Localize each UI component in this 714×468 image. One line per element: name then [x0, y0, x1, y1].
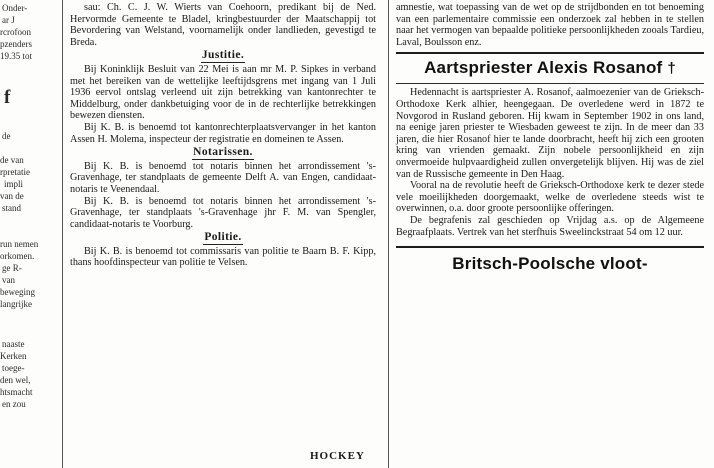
- paragraph: Bij K. B. is benoemd tot notaris binnen het arrondissement 's-Gravenhage, ter standplaats de gemeente Delft A. van Engen, candidaat-notaris te Veenendaal.: [70, 160, 376, 195]
- scrap-fragment: langrijke: [0, 299, 32, 309]
- scrap-fragment: f: [4, 87, 11, 108]
- horizontal-rule: [396, 52, 704, 54]
- scrap-fragment: Onder-: [2, 3, 28, 13]
- scrap-fragment: stand: [2, 203, 21, 213]
- paragraph: Bij K. B. is benoemd tot commissaris van politie te Baarn B. F. Kipp, thans hoofdinspecteur van politie te Velsen.: [70, 245, 376, 269]
- column-divider: [62, 0, 63, 468]
- paragraph: Bij K. B. is benoemd tot notaris binnen het arrondissement 's-Gravenhage, ter standplaats 's-Gravenhage jhr F. M. van Spengler, candidaat-notaris te Voorburg.: [70, 195, 376, 230]
- scrap-fragment: run nemen: [0, 239, 39, 249]
- paragraph: Bij Koninklijk Besluit van 22 Mei is aan mr M. P. Sipkes in verband met het bereiken van de wettelijke leeftijdsgrens met ingang van 1 Juli 1936 eervol ontslag verleend uit zijn betrekking van kantonrechter te Middelburg, onder dankbetuiging voor de in de rechterlijke betrekkingen bewezen diensten.: [70, 63, 376, 122]
- scrap-fragment: impli: [4, 179, 24, 189]
- horizontal-rule: [396, 83, 704, 84]
- scrap-fragment: rcrofoon: [0, 27, 31, 37]
- section-heading-hockey: HOCKEY: [310, 450, 365, 462]
- scrap-fragment: ge R-: [2, 263, 22, 273]
- scrap-fragment: den wel,: [0, 375, 31, 385]
- scrap-fragment: van: [2, 275, 15, 285]
- paragraph: Hedennacht is aartspriester A. Rosanof, aalmoezenier van de Grieksch-Orthodoxe Kerk alhier, heengegaan. De overledene werd in 1872 te Novgorod in Rusland geboren. Hij kwam in September 1902 in ons land, na eenige jaren priester te Wiesbaden geweest te zijn. In de meer dan 33 jaren, die hier Rosanof hier te lande doorbracht, heeft hij zich een grooten kring van vrienden gemaakt. Zijn nobele persoonlijkheid en zijn onvermoeide hulpvaardigheid zullen onvergetelijk blijven. Hij was de ziel van de Russische gemeente in Den Haag.: [396, 87, 704, 180]
- scrap-fragment: htsmacht: [0, 387, 33, 397]
- column-rosanof: [396, 0, 708, 278]
- paragraph: Vooral na de revolutie heeft de Grieksch-Orthodoxe kerk te dezer stede vele moeilijkheden doorgemaakt, welke de overledene steeds wist te overwinnen, o.a. door groote persoonlijke offeringen.: [396, 180, 704, 215]
- scrap-fragment: naaste: [2, 339, 25, 349]
- scrap-fragment: ar J: [2, 15, 15, 25]
- scrap-fragment: de: [2, 131, 11, 141]
- scrap-fragment: 19.35 tot: [0, 51, 33, 61]
- paragraph: De begrafenis zal geschieden op Vrijdag a.s. op de Algemeene Begraafplaats. Vertrek van het sterfhuis Sweelinckstraat 54 om 12 uur.: [396, 214, 704, 238]
- scrap-fragment: rpretatie: [0, 167, 30, 177]
- paragraph-top: amnestie, wat toepassing van de wet op de strijdbonden en tot benoeming van een parlementaire commissie een onderzoek zal hebben in te stellen naar het vermogen van bepaalde politieke persoonlijkheden zooals Tardieu, Laval, Boulsson enz.: [396, 2, 704, 48]
- scrap-fragment: van de: [0, 191, 24, 201]
- section-heading-politie: Politie.: [204, 231, 242, 244]
- section-heading-justitie: Justitie.: [201, 49, 245, 62]
- scrap-fragment: en zou: [2, 399, 26, 409]
- scrap-fragment: Kerken: [0, 351, 27, 361]
- scrap-fragment: de van: [0, 155, 24, 165]
- dagger-icon: †: [667, 60, 676, 78]
- left-scrap-column: [0, 0, 40, 468]
- paragraph: Bij K. B. is benoemd tot kantonrechterplaatsvervanger in het kanton Assen H. Molema, inspecteur der registratie en domeinen te Assen.: [70, 121, 376, 145]
- horizontal-rule: [396, 246, 704, 248]
- column-justitie: [70, 0, 380, 269]
- section-heading-notarissen: Notarissen.: [193, 146, 253, 159]
- paragraph-top: sau: Ch. C. J. W. Wierts van Coehoorn, predikant bij de Ned. Hervormde Gemeente te Bladel, kringbestuurder der Maatschappij tot Bevordering van Welstand, voornamelijk onder landlieden, gevestigd te Breda.: [70, 2, 376, 48]
- scrap-fragment: toege-: [2, 363, 25, 373]
- next-article-headline: Britsch-Poolsche vloot-: [452, 254, 648, 274]
- scrap-fragment: pzenders: [0, 39, 32, 49]
- article-headline: Aartspriester Alexis Rosanof †: [424, 58, 676, 78]
- column-divider: [388, 0, 389, 468]
- scrap-fragment: beweging: [0, 287, 35, 297]
- scrap-fragment: orkomen.: [0, 251, 35, 261]
